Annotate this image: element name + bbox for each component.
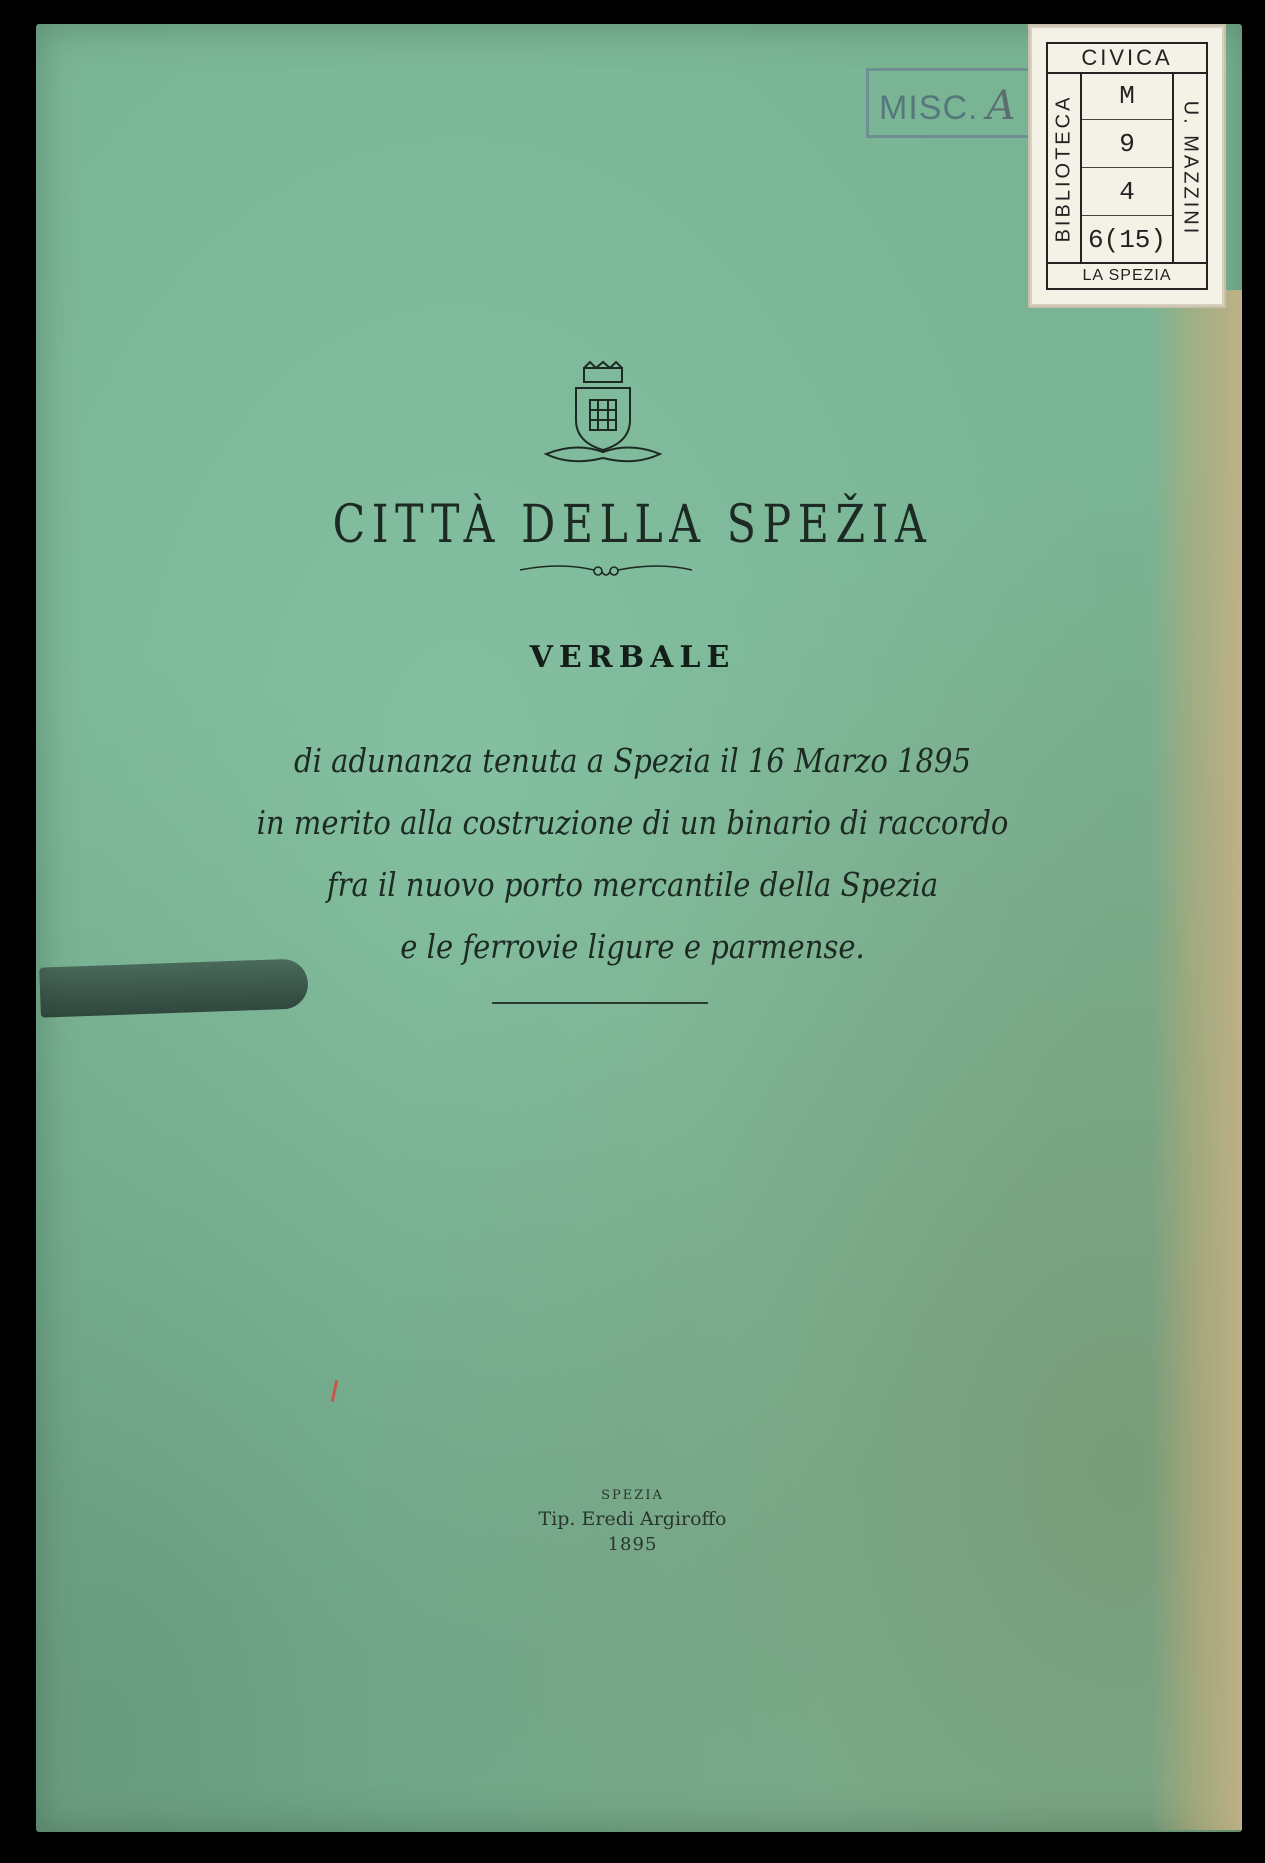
shelfmark-cells: [1082, 72, 1172, 264]
misc-stamp-handwritten: A: [986, 83, 1017, 129]
imprint-year: 1895: [607, 1534, 658, 1555]
shelfmark-cell: M: [1082, 72, 1172, 120]
document-subtitle: [0, 730, 1265, 978]
document-heading: VERBALE: [529, 640, 736, 675]
misc-stamp-text: MISC.: [879, 89, 979, 127]
subtitle-line: e le ferrovie ligure e parmense.: [400, 927, 865, 966]
subtitle-line: fra il nuovo porto mercantile della Spezia: [326, 865, 939, 904]
library-label-left: [1048, 72, 1082, 264]
imprint-city: SPEZIA: [601, 1488, 664, 1503]
subtitle-line: in merito alla costruzione di un binario di raccordo: [256, 803, 1009, 842]
library-label-top: CIVICA: [1048, 44, 1206, 74]
subtitle-line: di adunanza tenuta a Spezia il 16 Marzo 1895: [294, 741, 971, 780]
misc-stamp: [866, 68, 1036, 138]
shelfmark-cell: 4: [1082, 168, 1172, 216]
library-label-frame: [1046, 42, 1208, 290]
library-label-left-text: BIBLIOTECA: [1052, 94, 1075, 242]
library-label-right-text: U. MAZZINI: [1179, 100, 1202, 236]
worn-edge: [1150, 290, 1242, 1830]
ornament-divider: [518, 556, 694, 584]
library-label-right: [1172, 72, 1206, 264]
coat-of-arms-icon: [540, 360, 666, 470]
ink-smear: [39, 958, 309, 1017]
imprint-printer: Tip. Eredi Argiroffo: [538, 1508, 727, 1530]
library-label-bottom: LA SPEZIA: [1048, 262, 1206, 288]
shelfmark-cell: 6(15): [1087, 225, 1166, 255]
document-title: CITTÀ DELLA SPEŽIA: [332, 495, 933, 555]
library-label: [1030, 26, 1224, 306]
shelfmark-cell: 9: [1082, 120, 1172, 168]
divider-rule: [492, 1002, 708, 1004]
imprint: [0, 1486, 1265, 1558]
